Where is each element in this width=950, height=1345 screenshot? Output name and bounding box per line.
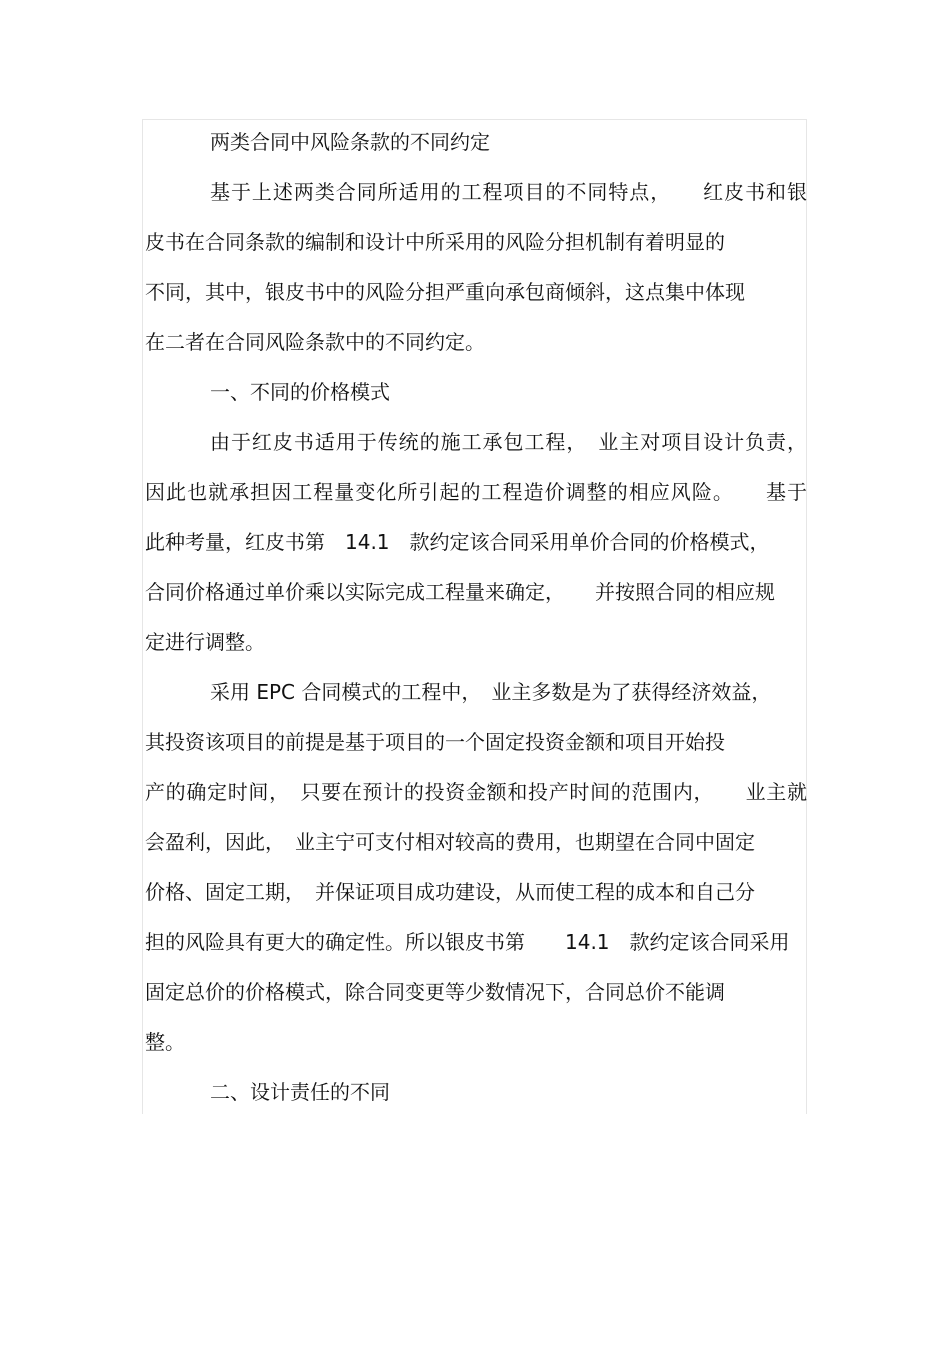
- paragraph-line: 基于上述两类合同所适用的工程项目的不同特点， 红皮书和银: [210, 180, 807, 204]
- paragraph-line: 此种考量，红皮书第 14.1 款约定该合同采用单价合同的价格模式，: [145, 530, 770, 554]
- paragraph-line: 担的风险具有更大的确定性。所以银皮书第 14.1 款约定该合同采用: [145, 930, 790, 954]
- paragraph-line: 整。: [145, 1030, 185, 1054]
- heading-design-responsibility: 二、设计责任的不同: [210, 1080, 390, 1104]
- paragraph-line: 会盈利，因此， 业主宁可支付相对较高的费用，也期望在合同中固定: [145, 830, 755, 854]
- paragraph-line: 固定总价的价格模式，除合同变更等少数情况下，合同总价不能调: [145, 980, 725, 1004]
- paragraph-line: 合同价格通过单价乘以实际完成工程量来确定， 并按照合同的相应规: [145, 580, 775, 604]
- paragraph-line: 价格、固定工期， 并保证项目成功建设，从而使工程的成本和自己分: [145, 880, 755, 904]
- paragraph-line: 由于红皮书适用于传统的施工承包工程， 业主对项目设计负责，: [210, 430, 807, 454]
- paragraph-line: 因此也就承担因工程量变化所引起的工程造价调整的相应风险。 基于: [145, 480, 807, 504]
- paragraph-line: 其投资该项目的前提是基于项目的一个固定投资金额和项目开始投: [145, 730, 725, 754]
- paragraph-line: 定进行调整。: [145, 630, 265, 654]
- heading-price-model: 一、不同的价格模式: [210, 380, 390, 404]
- paragraph-line: 不同，其中，银皮书中的风险分担严重向承包商倾斜，这点集中体现: [145, 280, 745, 304]
- paragraph-line: 在二者在合同风险条款中的不同约定。: [145, 330, 485, 354]
- paragraph-line: 皮书在合同条款的编制和设计中所采用的风险分担机制有着明显的: [145, 230, 725, 254]
- paragraph-line: 产的确定时间， 只要在预计的投资金额和投产时间的范围内， 业主就: [145, 780, 807, 804]
- page-frame: [142, 119, 807, 1114]
- heading-risk-clauses: 两类合同中风险条款的不同约定: [210, 130, 490, 154]
- paragraph-line: 采用 EPC 合同模式的工程中， 业主多数是为了获得经济效益，: [210, 680, 772, 704]
